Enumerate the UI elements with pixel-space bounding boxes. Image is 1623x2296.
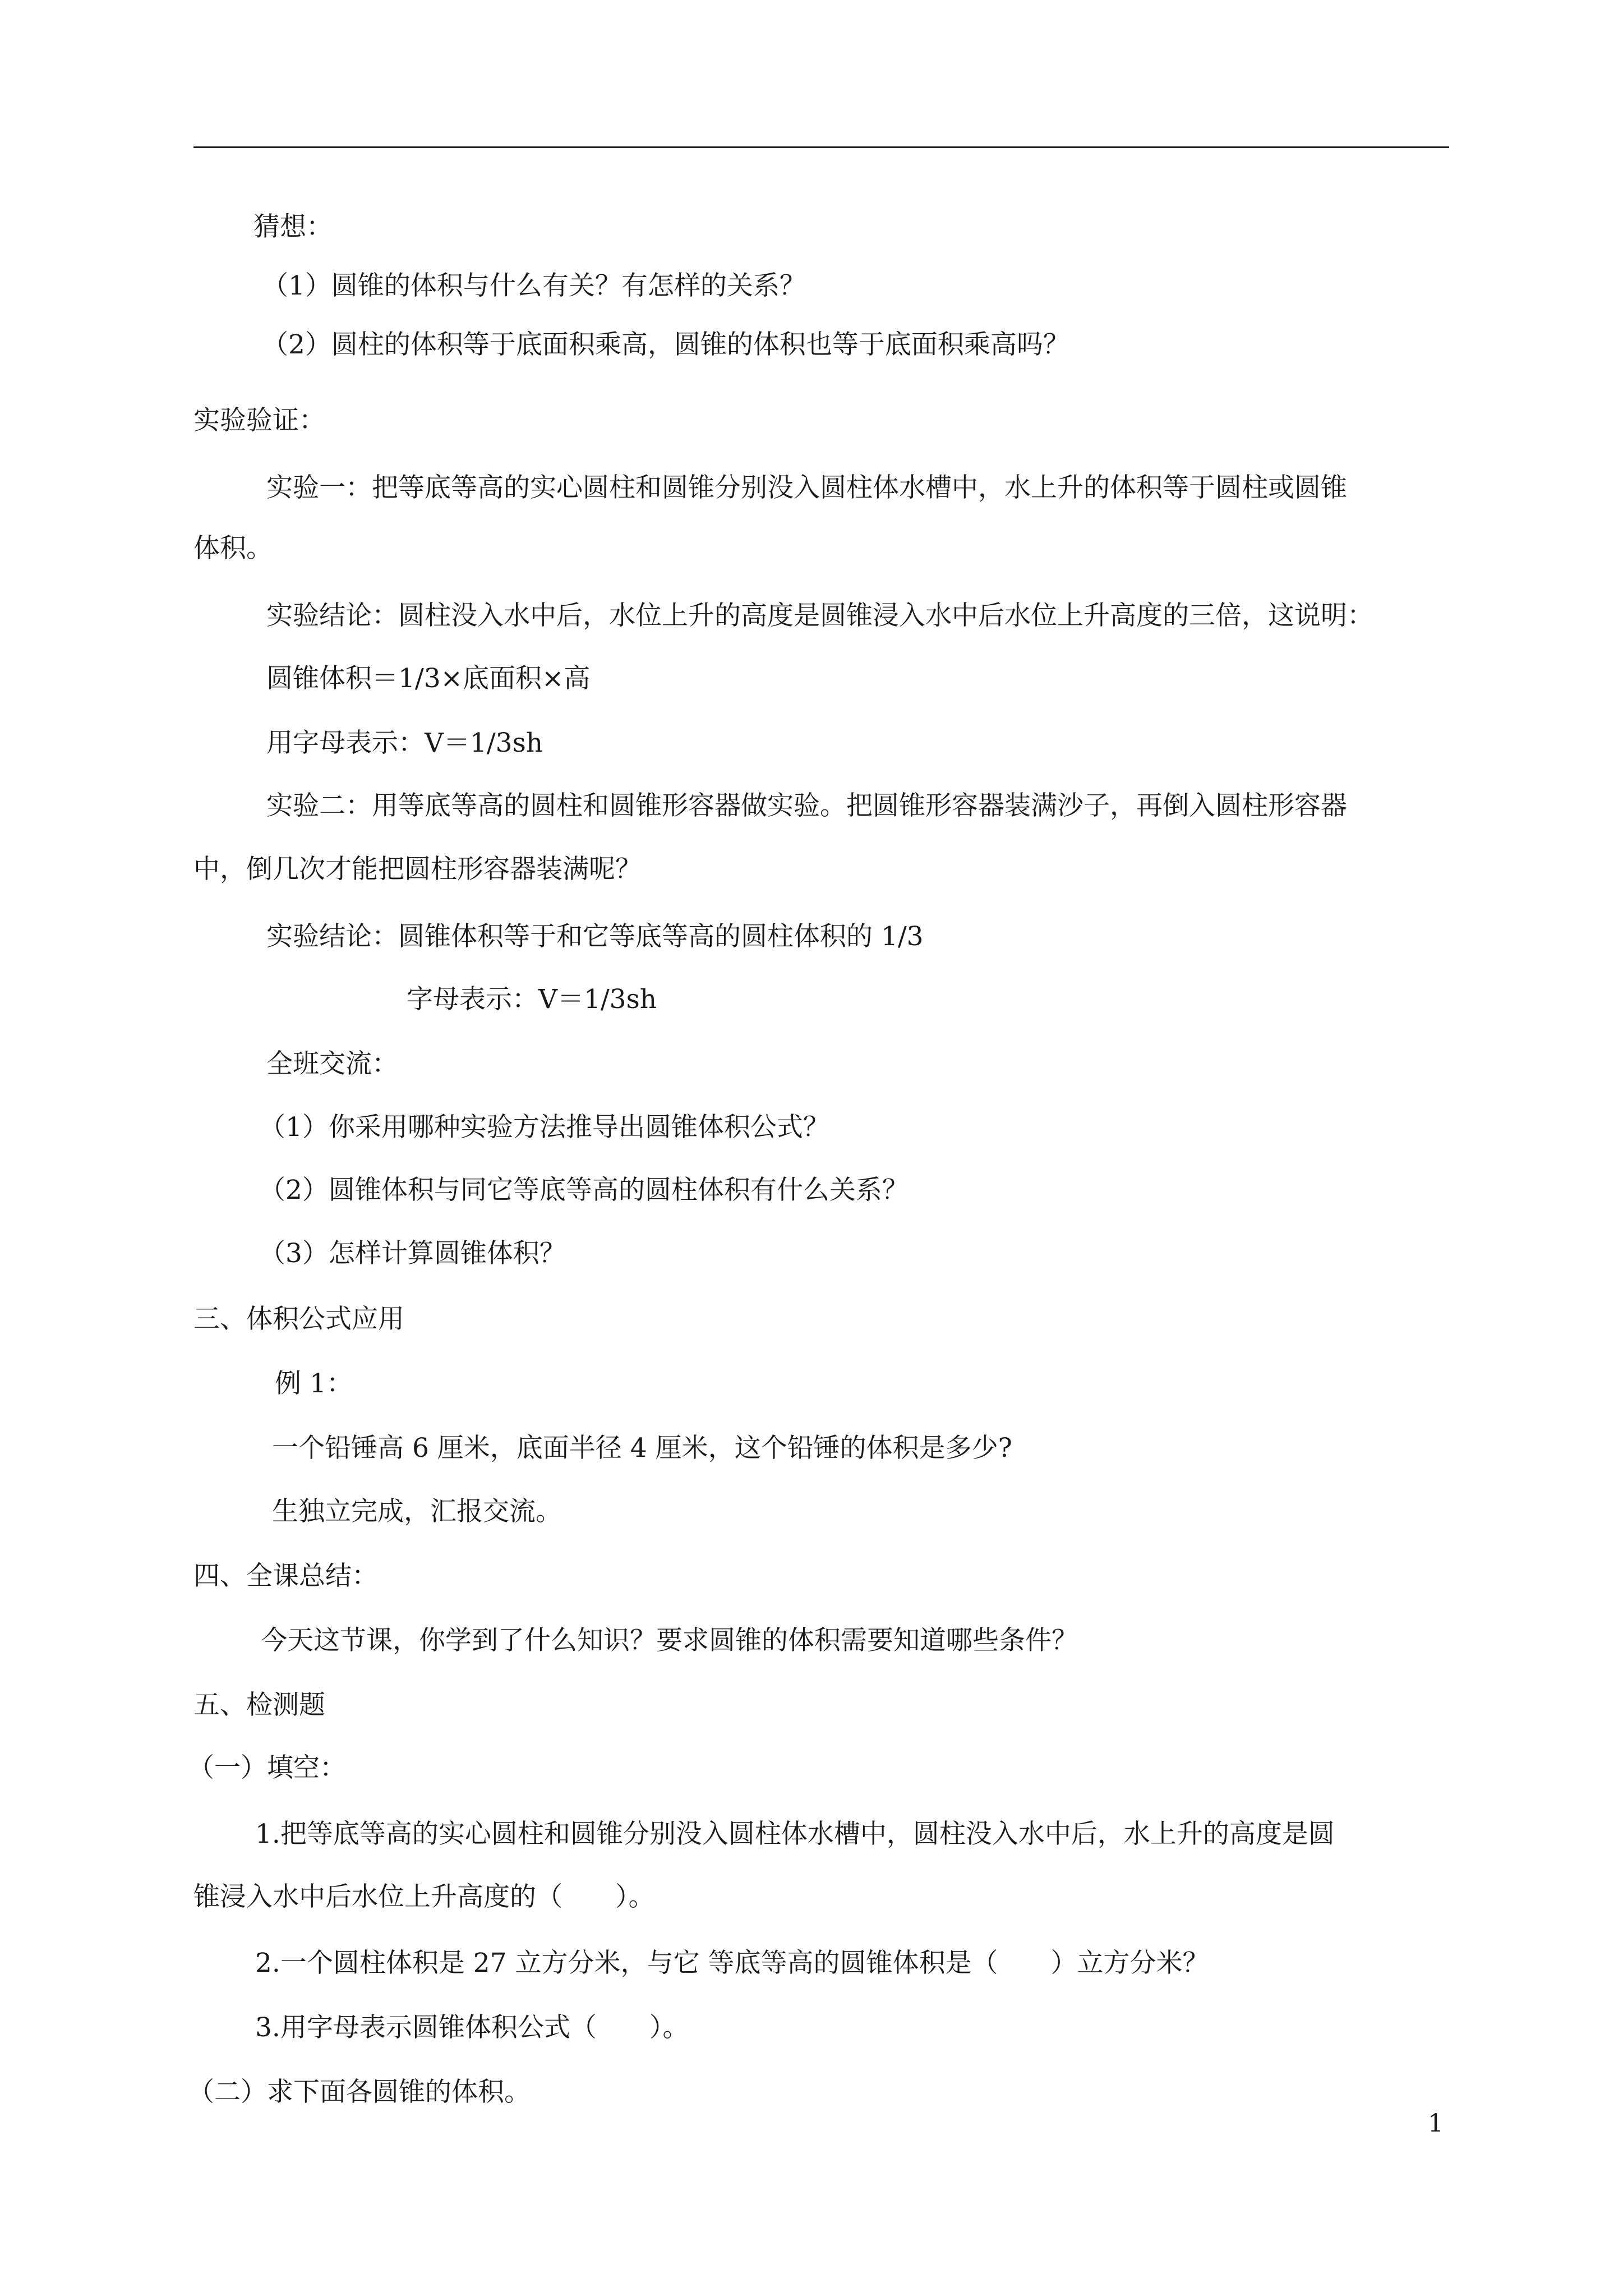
formula-words: 圆锥体积＝1/3×底面积×高 [266, 663, 591, 694]
header-rule [193, 146, 1449, 148]
experiment-2-line-2: 中，倒几次才能把圆柱形容器装满呢？ [193, 854, 642, 885]
experiment-2-formula: 字母表示：V＝1/3sh [407, 984, 657, 1015]
fill-blank-heading: （一）填空： [188, 1752, 346, 1783]
section-3-heading: 三、体积公式应用 [193, 1304, 404, 1335]
section-4-heading: 四、全课总结： [193, 1561, 378, 1591]
question-2: 2.一个圆柱体积是 27 立方分米，与它 等底等高的圆锥体积是（ ）立方分米？ [255, 1948, 1209, 1978]
example-1-label: 例 1： [275, 1368, 353, 1399]
question-1-line-1: 1.把等底等高的实心圆柱和圆锥分别没入圆柱体水槽中，圆柱没入水中后，水上升的高度是圆 [255, 1819, 1335, 1849]
example-1-question: 一个铅锤高 6 厘米，底面半径 4 厘米，这个铅锤的体积是多少? [272, 1433, 1012, 1464]
discussion-item-3: （3）怎样计算圆锥体积？ [259, 1238, 566, 1269]
discussion-item-1: （1）你采用哪种实验方法推导出圆锥体积公式？ [259, 1112, 829, 1143]
question-1-line-2: 锥浸入水中后水位上升高度的（ ）。 [193, 1881, 655, 1912]
experiment-1-line-1: 实验一：把等底等高的实心圆柱和圆锥分别没入圆柱体水槽中，水上升的体积等于圆柱或圆锥 [266, 472, 1347, 503]
experiment-1-conclusion: 实验结论：圆柱没入水中后，水位上升的高度是圆锥浸入水中后水位上升高度的三倍，这说明： [266, 600, 1373, 631]
discussion-item-2: （2）圆锥体积与同它等底等高的圆柱体积有什么关系？ [259, 1175, 909, 1205]
section-5-heading: 五、检测题 [193, 1690, 325, 1720]
guess-item-2: （2）圆柱的体积等于底面积乘高，圆锥的体积也等于底面积乘高吗？ [262, 329, 1069, 360]
page-number: 1 [1428, 2109, 1444, 2138]
experiment-2-conclusion: 实验结论：圆锥体积等于和它等底等高的圆柱体积的 1/3 [266, 921, 924, 952]
question-3: 3.用字母表示圆锥体积公式（ ）。 [255, 2012, 689, 2043]
experiment-heading: 实验验证： [193, 405, 325, 436]
experiment-2-line-1: 实验二：用等底等高的圆柱和圆锥形容器做实验。把圆锥形容器装满沙子，再倒入圆柱形容器 [266, 790, 1347, 821]
experiment-1-line-2: 体积。 [193, 533, 273, 564]
guess-item-1: （1）圆锥的体积与什么有关？有怎样的关系？ [262, 270, 806, 301]
guess-heading: 猜想： [253, 211, 333, 242]
summary-text: 今天这节课，你学到了什么知识？要求圆锥的体积需要知道哪些条件？ [261, 1625, 1078, 1656]
example-1-instruction: 生独立完成，汇报交流。 [272, 1496, 562, 1527]
formula-letters: 用字母表示：V＝1/3sh [266, 728, 543, 758]
volume-problems-heading: （二）求下面各圆锥的体积。 [188, 2077, 531, 2108]
discussion-heading: 全班交流： [266, 1048, 398, 1079]
